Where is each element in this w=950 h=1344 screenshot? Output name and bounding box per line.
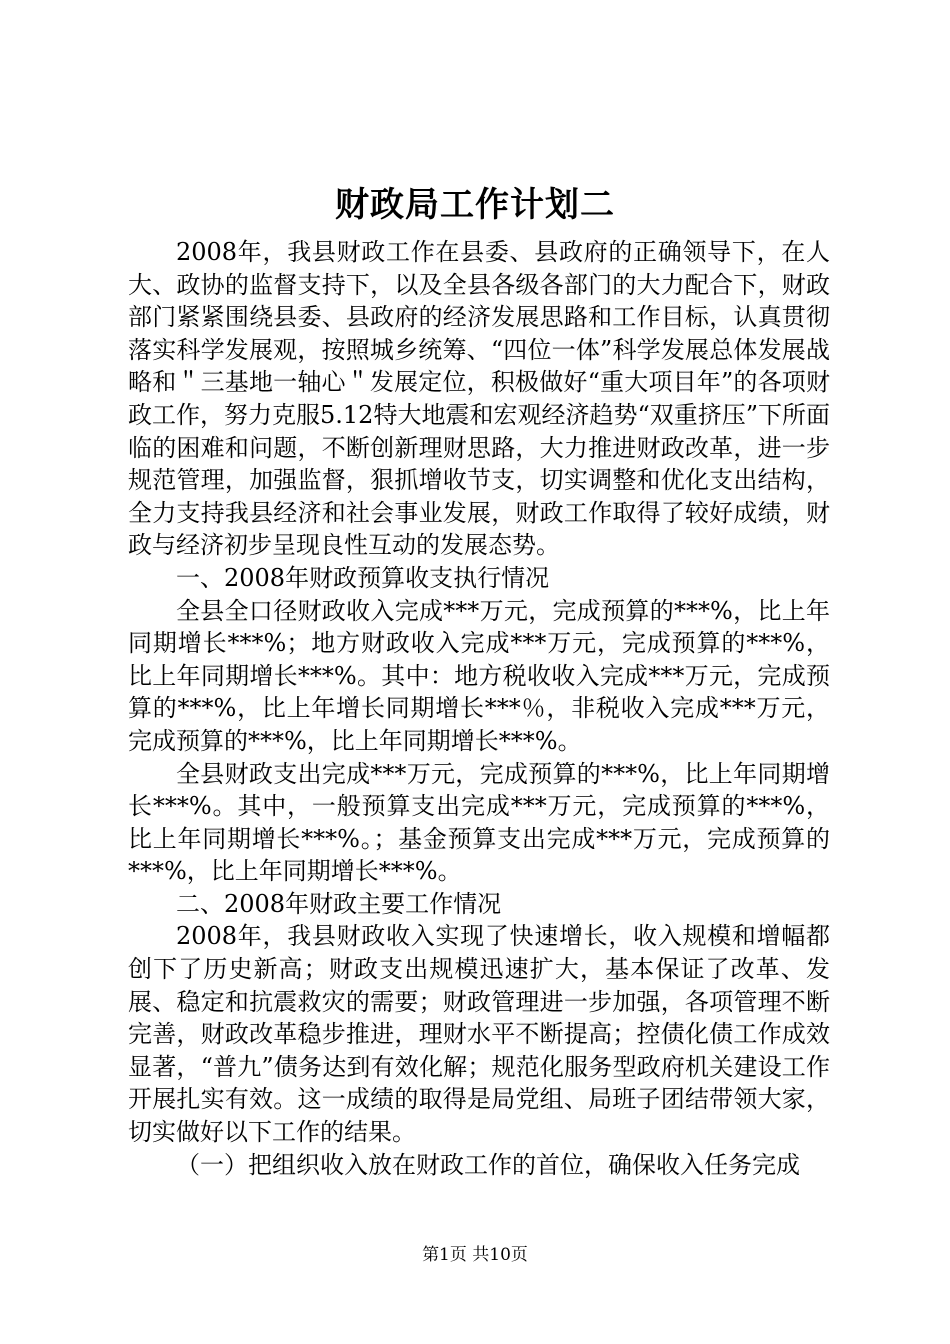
section-heading-budget: 一、2008年财政预算收支执行情况 — [176, 563, 550, 592]
page-footer: 第1页 共10页 — [422, 1245, 528, 1265]
document-body — [128, 236, 830, 1181]
paragraph-expenditure: 全县财政支出完成***万元，完成预算的***%，比上年同期增长***%。其中，一般预算支出完成***万元，完成预算的***%，比上年同期增长***%。；基金预算支出完成***万元，完成预算的***%，比上年同期增长***%。 — [128, 759, 830, 886]
paragraph-revenue: 全县全口径财政收入完成***万元，完成预算的***%，比上年同期增长***%；地方财政收入完成***万元，完成预算的***%，比上年同期增长***%。其中：地方税收收入完成***万元，完成预算的***%，比上年增长同期增长***％，非税收入完成***万元，完成预算的***%，比上年同期增长***%。 — [128, 596, 830, 755]
document-title: 财政局工作计划二 — [335, 185, 615, 225]
paragraph-main-work: 2008年，我县财政收入实现了快速增长，收入规模和增幅都创下了历史新高；财政支出规模迅速扩大，基本保证了改革、发展、稳定和抗震救灾的需要；财政管理进一步加强，各项管理不断完善，财政改革稳步推进，理财水平不断提高；控债化债工作成效显著，“普九”债务达到有效化解；规范化服务型政府机关建设工作开展扎实有效。这一成绩的取得是局党组、局班子团结带领大家，切实做好以下工作的结果。 — [128, 922, 830, 1147]
section-heading-main-work: 二、2008年财政主要工作情况 — [176, 889, 502, 918]
paragraph-intro: 2008年，我县财政工作在县委、县政府的正确领导下，在人大、政协的监督支持下，以及全县各级各部门的大力配合下，财政部门紧紧围绕县委、县政府的经济发展思路和工作目标，认真贯彻落实科学发展观，按照城乡统筹、“四位一体”科学发展总体发展战略和＂三基地一轴心＂发展定位，积极做好“重大项目年”的各项财政工作，努力克服5.12特大地震和宏观经济趋势“双重挤压”下所面临的困难和问题，不断创新理财思路，大力推进财政改革，进一步规范管理，加强监督，狠抓增收节支，切实调整和优化支出结构，全力支持我县经济和社会事业发展，财政工作取得了较好成绩，财政与经济初步呈现良性互动的发展态势。 — [128, 238, 830, 560]
subsection-heading-revenue-priority: （一）把组织收入放在财政工作的首位，确保收入任务完成 — [176, 1150, 800, 1179]
